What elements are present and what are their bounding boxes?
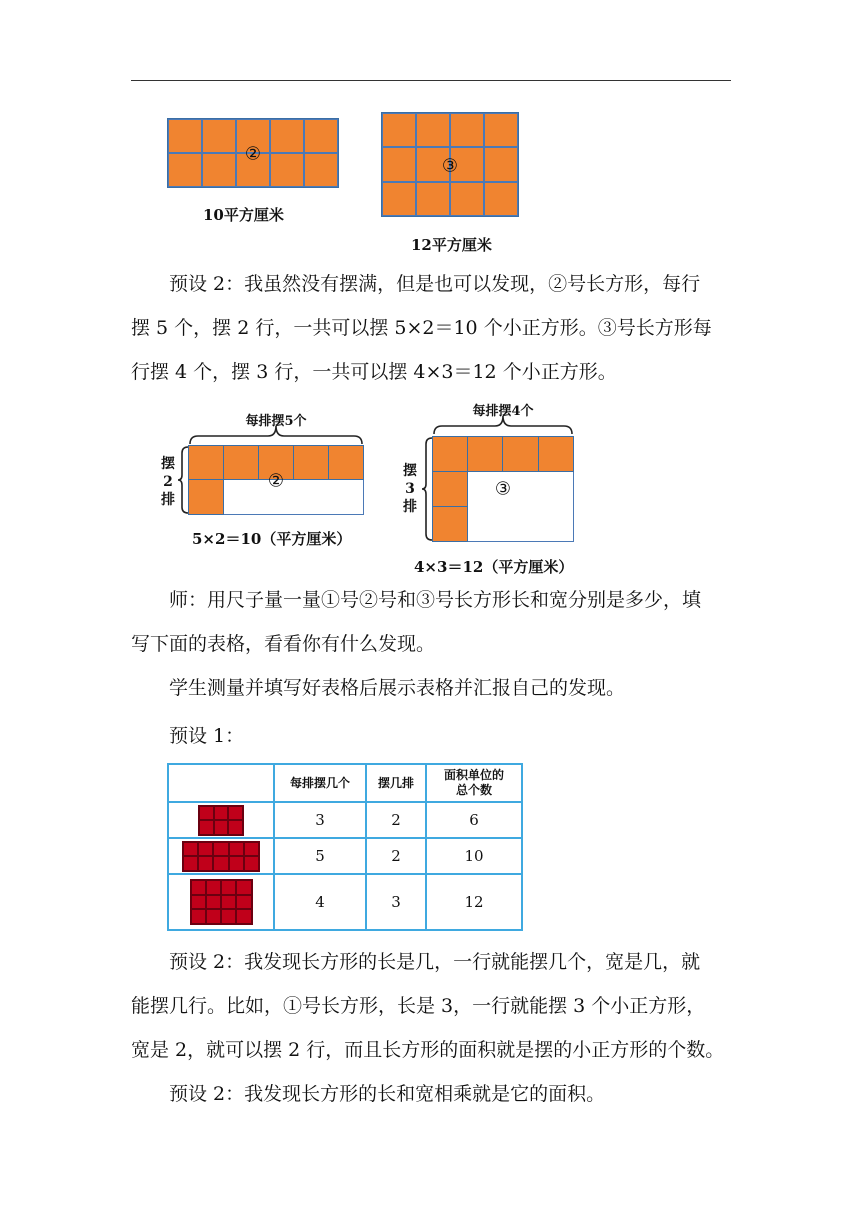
table-row-figure xyxy=(168,838,274,874)
rectangle-3-caption: 12平方厘米 xyxy=(411,236,492,254)
paragraph-teacher: 师：用尺子量一量①号②号和③号长方形长和宽分别是多少，填 写下面的表格，看看你有什么发现。 xyxy=(131,589,702,655)
table-row-figure xyxy=(168,874,274,930)
right-top-label: 每排摆4个 xyxy=(472,404,534,419)
rectangle-2-caption: 10平方厘米 xyxy=(203,206,284,224)
table-row: 5 2 10 xyxy=(168,838,522,874)
partial-2-mark: ② xyxy=(267,470,285,492)
paragraph-student: 学生测量并填写好表格后展示表格并汇报自己的发现。 xyxy=(169,677,626,699)
rectangle-3-mark: ③ xyxy=(441,155,459,177)
table-row: 3 2 6 xyxy=(168,802,522,838)
left-caption: 5×2＝10（平方厘米） xyxy=(192,530,352,548)
table-header-total: 面积单位的 总个数 xyxy=(426,764,522,802)
result-table xyxy=(167,763,523,931)
table-corner xyxy=(168,764,274,802)
red-rectangle-2 xyxy=(182,841,260,872)
paragraph-preset-2c: 预设 2：我发现长方形的长和宽相乘就是它的面积。 xyxy=(169,1083,606,1105)
rectangle-2-mark: ② xyxy=(244,143,262,165)
paragraph-preset-2: 预设 2：我虽然没有摆满，但是也可以发现，②号长方形，每行 摆 5 个，摆 2 行，一共可以摆 5×2＝10 个小正方形。③号长方形每 行摆 4 个，摆 3 行，一共可以摆 4×3＝12 个小正方形。 xyxy=(131,273,712,383)
right-side-label: 摆 3 排 xyxy=(403,463,417,515)
header-rule xyxy=(131,80,731,81)
table-header-row-count: 摆几排 xyxy=(366,764,426,802)
table-row-figure xyxy=(168,802,274,838)
partial-3-mark: ③ xyxy=(494,478,512,500)
table-row: 4 3 12 xyxy=(168,874,522,930)
paragraph-preset-2b: 预设 2：我发现长方形的长是几，一行就能摆几个，宽是几，就 能摆几行。比如，①号长方形，长是 3，一行就能摆 3 个小正方形， 宽是 2，就可以摆 2 行，而且长方形的面积就是摆的小正方形的个数。 xyxy=(131,951,725,1061)
right-caption: 4×3＝12（平方厘米） xyxy=(414,558,574,576)
red-rectangle-3 xyxy=(190,879,253,925)
red-rectangle-1 xyxy=(198,805,244,836)
left-side-label: 摆 2 排 xyxy=(161,456,175,508)
table-header-per-row: 每排摆几个 xyxy=(274,764,366,802)
left-top-label: 每排摆5个 xyxy=(245,414,307,429)
paragraph-preset-1-label: 预设 1： xyxy=(169,725,245,747)
